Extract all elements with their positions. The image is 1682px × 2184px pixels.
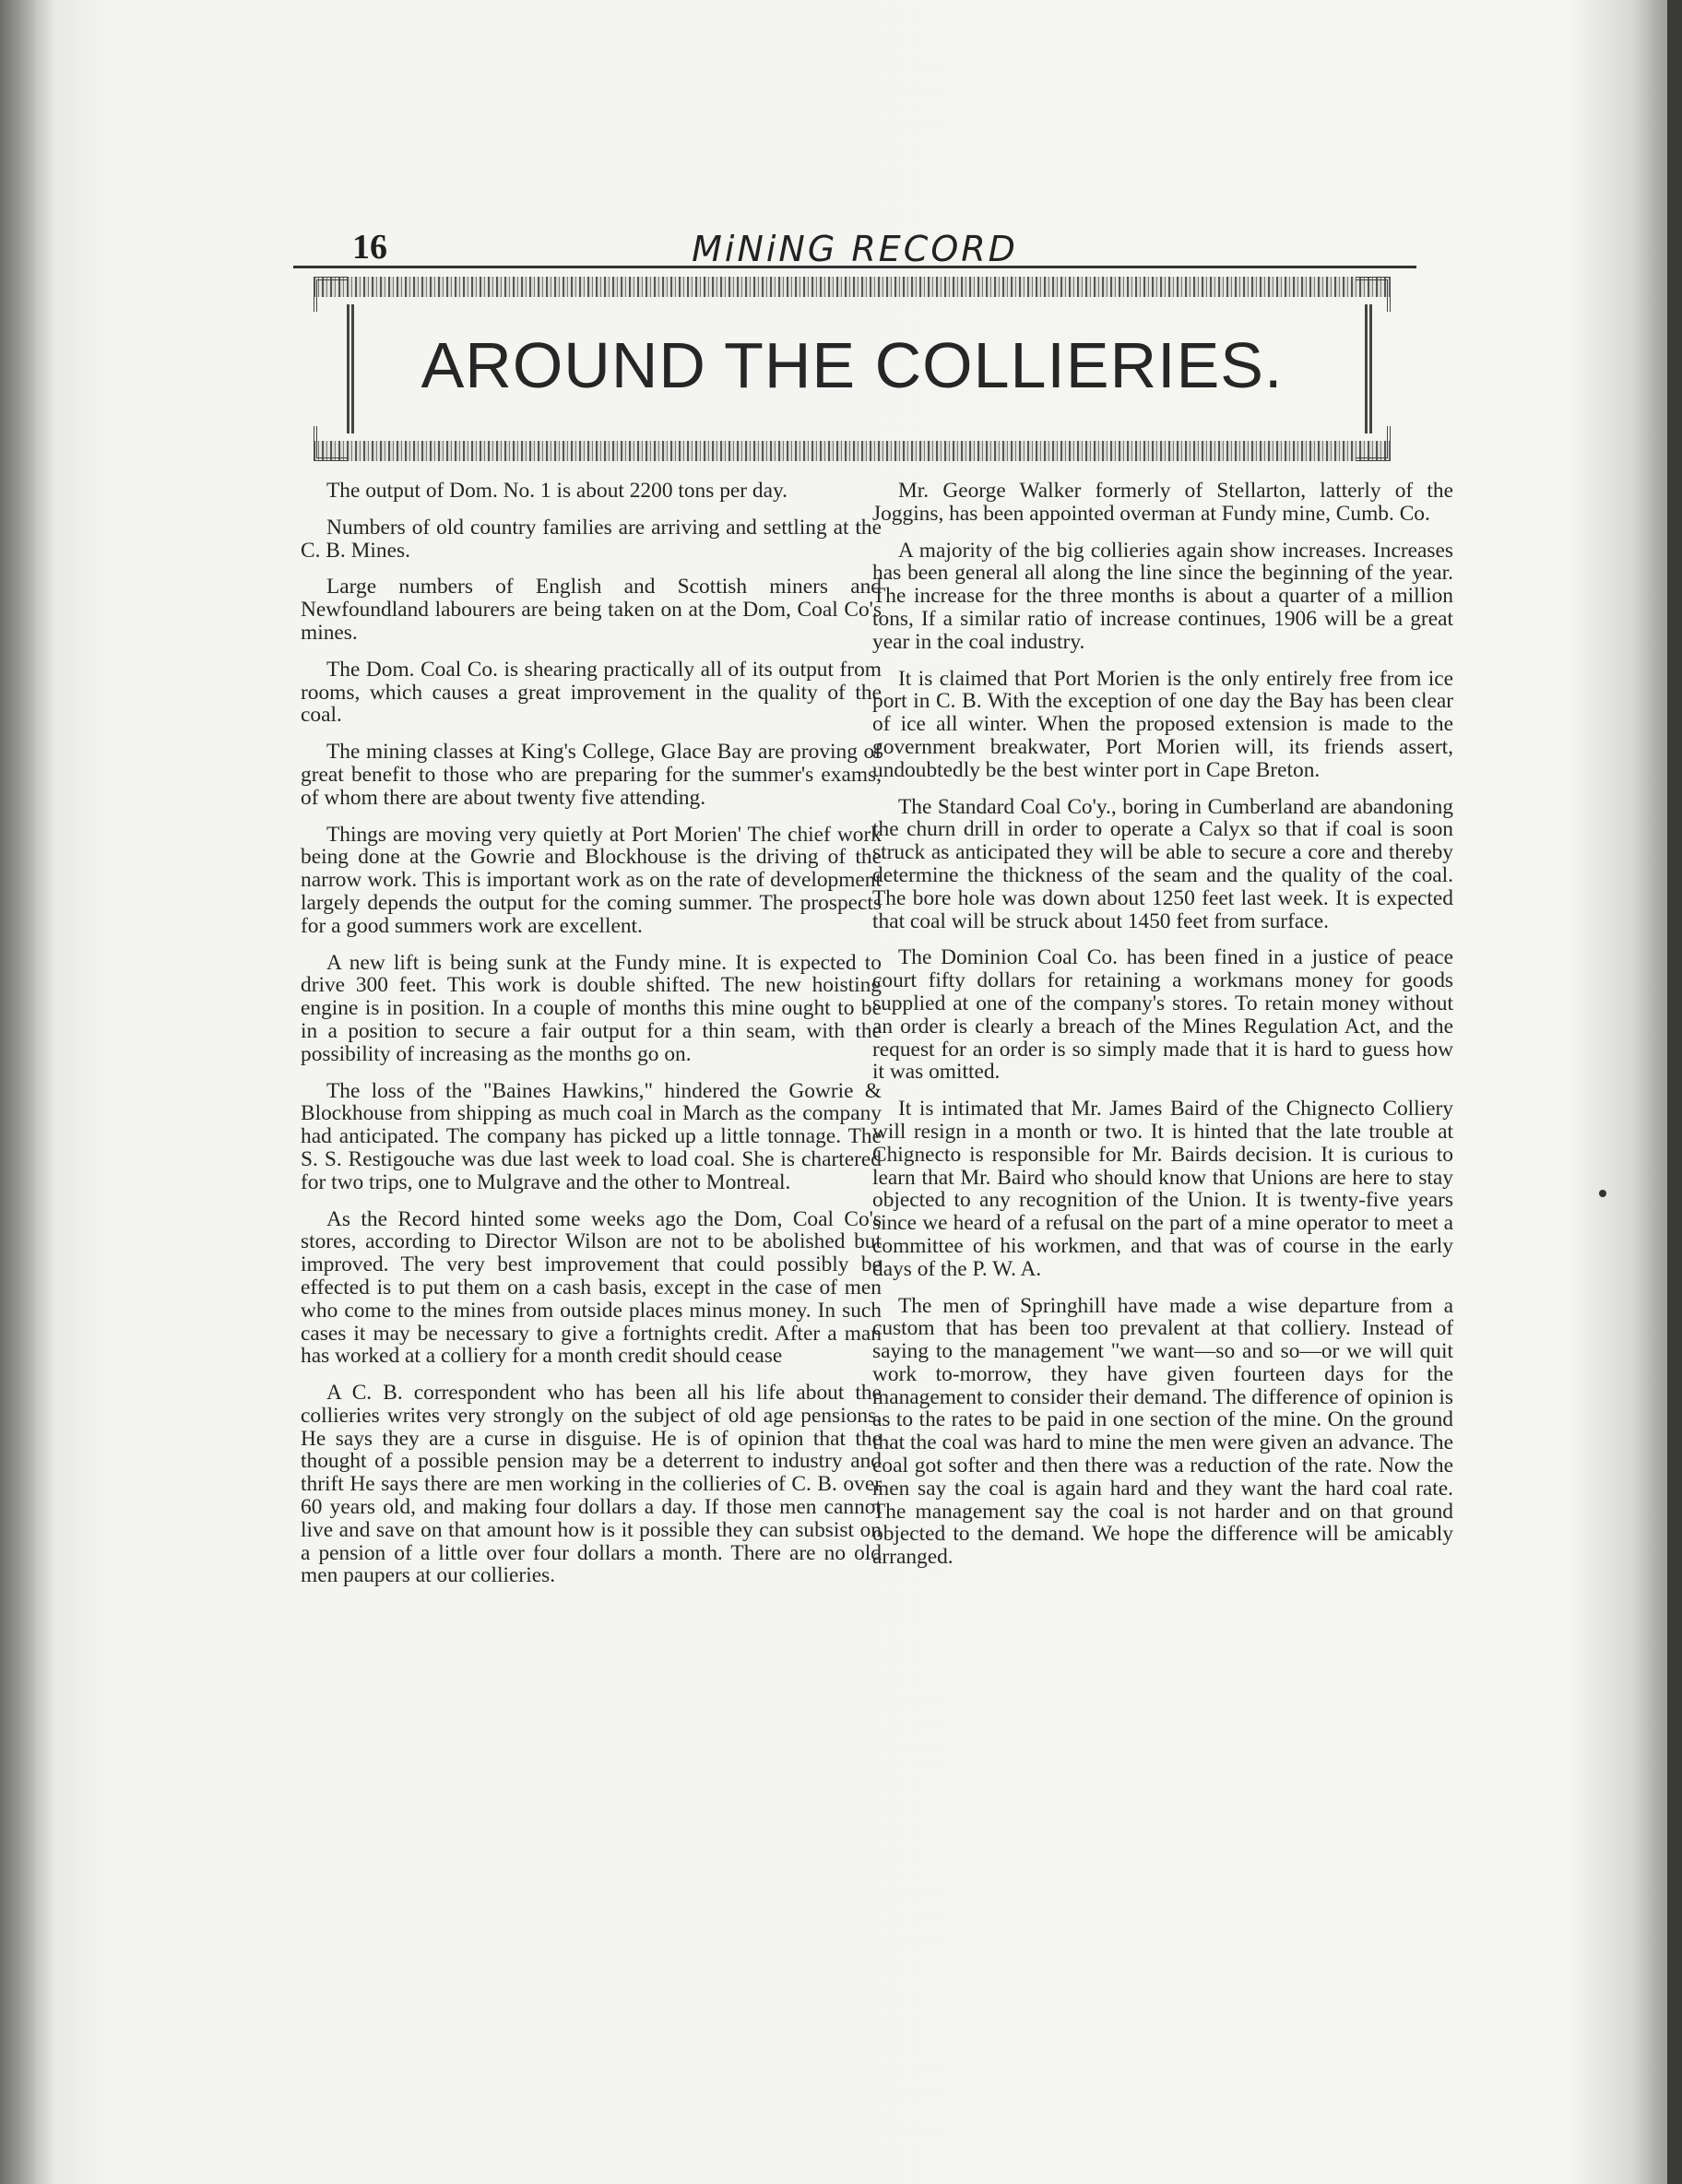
- news-item: The loss of the "Baines Hawkins," hindered the Gowrie & Blockhouse from shipping as much coal in March as the company had anticipated. The company has picked up a little tonnage. The S. S. Restigouche was due last week to load coal. She is chartered for two trips, one to Mulgrave and the other to Montreal.: [301, 1078, 882, 1194]
- binding-shadow: [0, 0, 35, 2184]
- header-rule: [293, 266, 1416, 268]
- news-item: As the Record hinted some weeks ago the Dom, Coal Co's stores, according to Director Wilson are not to be abolished but improved. The very best improvement that could possibly be effected is to put them on a cash basis, except in the case of men who come to the mines from outside places minus money. In such cases it may be necessary to give a fortnights credit. After a man has worked at a colliery for a month credit should cease: [301, 1206, 882, 1369]
- news-item: Things are moving very quietly at Port Morien' The chief work being done at the Gowrie and Blockhouse is the driving of the narrow work. This is important work as on the rate of development largely depends the output for the coming summer. The prospects for a good summers work are excellent.: [301, 822, 882, 938]
- ink-speck: [1599, 1190, 1606, 1197]
- news-item: The men of Springhill have made a wise departure from a custom that has been too prevalent at that colliery. Instead of saying to the management "we want—so and so—or we will quit work to-morrow, they have given fourteen days for the management to consider their demand. The difference of opinion is as to the rates to be paid in one section of the mine. On the ground that the coal was hard to mine the men were given an advance. The coal got softer and then there was a reduction of the rate. Now the men say the coal is again hard and they want the hard coal rate. The management say the coal is not harder and on that ground objected to the demand. We hope the difference will be amicably arranged.: [872, 1293, 1453, 1570]
- news-item: It is claimed that Port Morien is the only entirely free from ice port in C. B. With the exception of one day the Bay has been clear of ice all winter. When the proposed extension is made to the government breakwater, Port Morien will, its friends assert, undoubtedly be the best winter port in Cape Breton.: [872, 666, 1453, 782]
- page-header: [293, 227, 1416, 269]
- news-item: Numbers of old country families are arriving and settling at the C. B. Mines.: [301, 515, 882, 563]
- news-item: Large numbers of English and Scottish miners and Newfoundland labourers are being taken on at the Dom, Coal Co's mines.: [301, 575, 882, 645]
- banner-corner-ornament: [314, 426, 349, 461]
- news-item: The output of Dom. No. 1 is about 2200 tons per day.: [326, 479, 788, 503]
- running-title: MiNiNG RECORD: [692, 229, 1018, 269]
- news-item: It is intimated that Mr. James Baird of the Chignecto Colliery will resign in a month or two. It is hinted that the late trouble at Chignecto is responsible for Mr. Bairds decision. It is curious to learn that Mr. Baird who should know that Unions are here to stay objected to any recognition of the Union. It is twenty-five years since we heard of a refusal on the part of a mine operator to meet a committee of his workmen, and that was of course in the early days of the P. W. A.: [872, 1097, 1453, 1281]
- news-item: The Dom. Coal Co. is shearing practically all of its output from rooms, which causes a great improvement in the quality of the coal.: [301, 657, 882, 728]
- news-item: Mr. George Walker formerly of Stellarton, latterly of the Joggins, has been appointed overman at Fundy mine, Cumb. Co.: [872, 479, 1453, 526]
- news-item: The mining classes at King's College, Glace Bay are proving of great benefit to those who are preparing for the summer's exams, of whom there are about twenty five attending.: [301, 740, 882, 810]
- banner-corner-ornament: [314, 277, 349, 312]
- news-item: The Standard Coal Co'y., boring in Cumberland are abandoning the churn drill in order to operate a Calyx so that if coal is soon struck as anticipated they will be able to secure a core and thereby determine the thickness of the seam and the quality of the coal. The bore hole was down about 1250 feet last week. It is expected that coal will be struck about 1450 feet from surface.: [872, 794, 1453, 933]
- page-number: 16: [352, 228, 387, 267]
- right-column: [872, 480, 1453, 1569]
- left-column: [301, 480, 882, 1587]
- news-item: A new lift is being sunk at the Fundy mine. It is expected to drive 300 feet. This work is double shifted. The new hoisting engine is in position. In a couple of months this mine ought to be in a position to secure a fair output for a thin seam, with the possibility of increasing as the months go on.: [301, 950, 882, 1066]
- news-item: The Dominion Coal Co. has been fined in a justice of peace court fifty dollars for retaining a workmans money for goods supplied at one of the company's stores. To retain money without an order is clearly a breach of the Mines Regulation Act, and the request for an order is so simply made that it is hard to guess how it was omitted.: [872, 945, 1453, 1085]
- news-item: A majority of the big collieries again show increases. Increases has been general all along the line since the beginning of the year. The increase for the three months is about a quarter of a million tons, If a similar ratio of increase continues, 1906 will be a great year in the coal industry.: [872, 538, 1453, 654]
- news-item: A C. B. correspondent who has been all his life about the collieries writes very strongly on the subject of old age pensions. He says they are a curse in disguise. He is of opinion that the thought of a possible pension may be a deterrent to industry and thrift He says there are men working in the collieries of C. B. over 60 years old, and making four dollars a day. If those men cannot live and save on that amount how is it possible they can subsist on a pension of a little over four dollars a month. There are no old men paupers at our collieries.: [301, 1381, 882, 1588]
- banner-top-ornament: [314, 277, 1391, 297]
- page-edge: [1667, 0, 1682, 2184]
- section-title: AROUND THE COLLIERIES.: [420, 329, 1284, 401]
- section-banner: [314, 277, 1391, 461]
- banner-bottom-ornament: [314, 441, 1391, 461]
